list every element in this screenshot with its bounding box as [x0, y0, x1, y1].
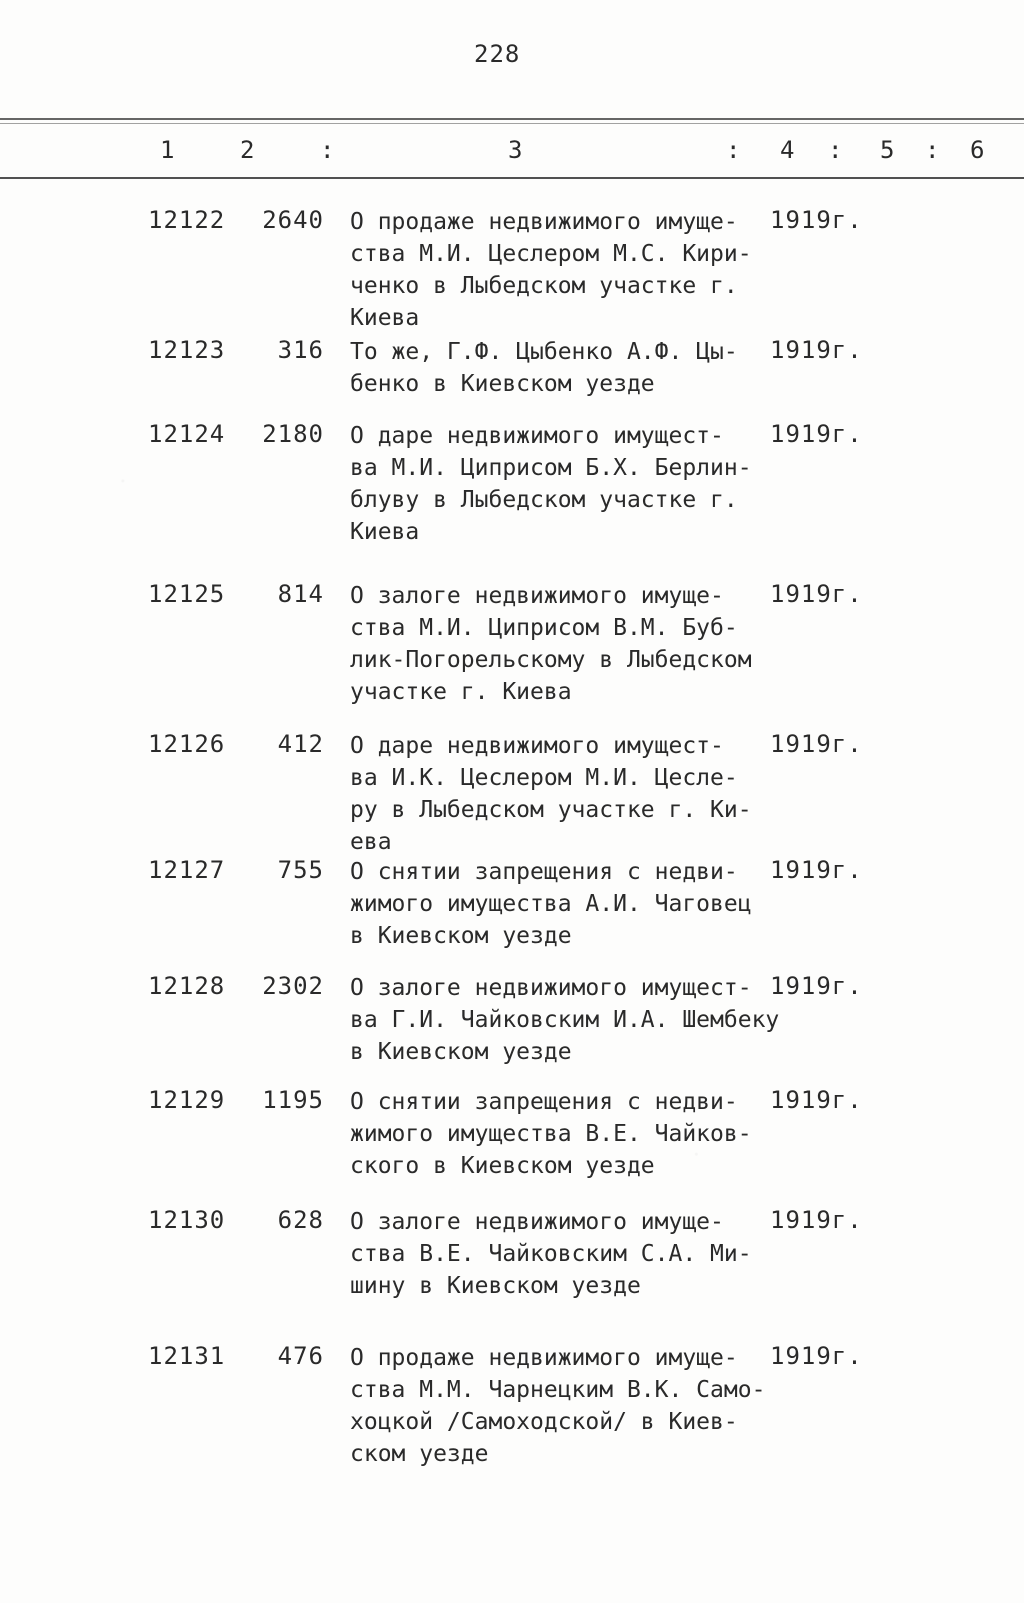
record-title: То же, Г.Ф. Цыбенко А.Ф. Цы- бенко в Киевском уезде: [350, 339, 738, 397]
column-separator: :: [726, 136, 741, 164]
record-number: 12127: [148, 856, 226, 884]
record-date: 1919г.: [770, 1086, 863, 1114]
record-sheets: 628: [277, 1206, 324, 1234]
column-header-4: 4: [780, 136, 795, 164]
record-number: 12123: [148, 336, 226, 364]
header-bottom-rule: [0, 177, 1024, 179]
record-sheets: 755: [277, 856, 324, 884]
record-date: 1919г.: [770, 420, 863, 448]
column-header-3: 3: [508, 136, 523, 164]
top-rule-secondary: [0, 123, 1024, 124]
record-date: 1919г.: [770, 1342, 863, 1370]
record-sheets: 476: [277, 1342, 324, 1370]
record-number: 12130: [148, 1206, 226, 1234]
record-date: 1919г.: [770, 1206, 863, 1234]
record-date: 1919г.: [770, 580, 863, 608]
record-sheets: 2180: [262, 420, 324, 448]
record-title: О продаже недвижимого имуще- ства М.М. Чарнецким В.К. Само- хоцкой /Самоходской/ в Киев- ском уезде: [350, 1345, 766, 1467]
record-number: 12125: [148, 580, 226, 608]
record-date: 1919г.: [770, 972, 863, 1000]
record-title: О даре недвижимого имущест- ва М.И. Циприсом Б.Х. Берлин- блуву в Лыбедском участке г. Киева: [350, 423, 752, 545]
record-sheets: 1195: [262, 1086, 324, 1114]
record-title: О снятии запрещения с недви- жимого имущества А.И. Чаговец в Киевском уезде: [350, 859, 752, 949]
record-title: О даре недвижимого имущест- ва И.К. Цеслером М.И. Цесле- ру в Лыбедском участке г. Ки- ева: [350, 733, 752, 855]
column-separator: :: [320, 136, 335, 164]
column-header-5: 5: [880, 136, 895, 164]
record-sheets: 814: [277, 580, 324, 608]
record-title: О залоге недвижимого имущест- ва Г.И. Чайковским И.А. Шембеку в Киевском уезде: [350, 975, 780, 1065]
record-title: О продаже недвижимого имуще- ства М.И. Цеслером М.С. Кири- ченко в Лыбедском участке г. Киева: [350, 209, 752, 331]
column-header-1: 1: [160, 136, 175, 164]
column-separator: :: [828, 136, 843, 164]
record-number: 12122: [148, 206, 226, 234]
record-number: 12129: [148, 1086, 226, 1114]
record-sheets: 2302: [262, 972, 324, 1000]
record-date: 1919г.: [770, 336, 863, 364]
top-rule: [0, 118, 1024, 120]
record-title: О залоге недвижимого имуще- ства М.И. Циприсом В.М. Буб- лик-Погорельскому в Лыбедском участке г. Киева: [350, 583, 752, 705]
record-date: 1919г.: [770, 206, 863, 234]
record-number: 12126: [148, 730, 226, 758]
page-number: 228: [474, 40, 521, 68]
column-header-6: 6: [970, 136, 985, 164]
record-date: 1919г.: [770, 856, 863, 884]
column-header-2: 2: [240, 136, 255, 164]
column-separator: :: [925, 136, 940, 164]
record-title: О снятии запрещения с недви- жимого имущества В.Е. Чайков- ского в Киевском уезде: [350, 1089, 752, 1179]
record-number: 12131: [148, 1342, 226, 1370]
record-sheets: 316: [277, 336, 324, 364]
record-date: 1919г.: [770, 730, 863, 758]
record-sheets: 2640: [262, 206, 324, 234]
record-sheets: 412: [277, 730, 324, 758]
record-number: 12128: [148, 972, 226, 1000]
record-number: 12124: [148, 420, 226, 448]
record-title: О залоге недвижимого имуще- ства В.Е. Чайковским С.А. Ми- шину в Киевском уезде: [350, 1209, 752, 1299]
